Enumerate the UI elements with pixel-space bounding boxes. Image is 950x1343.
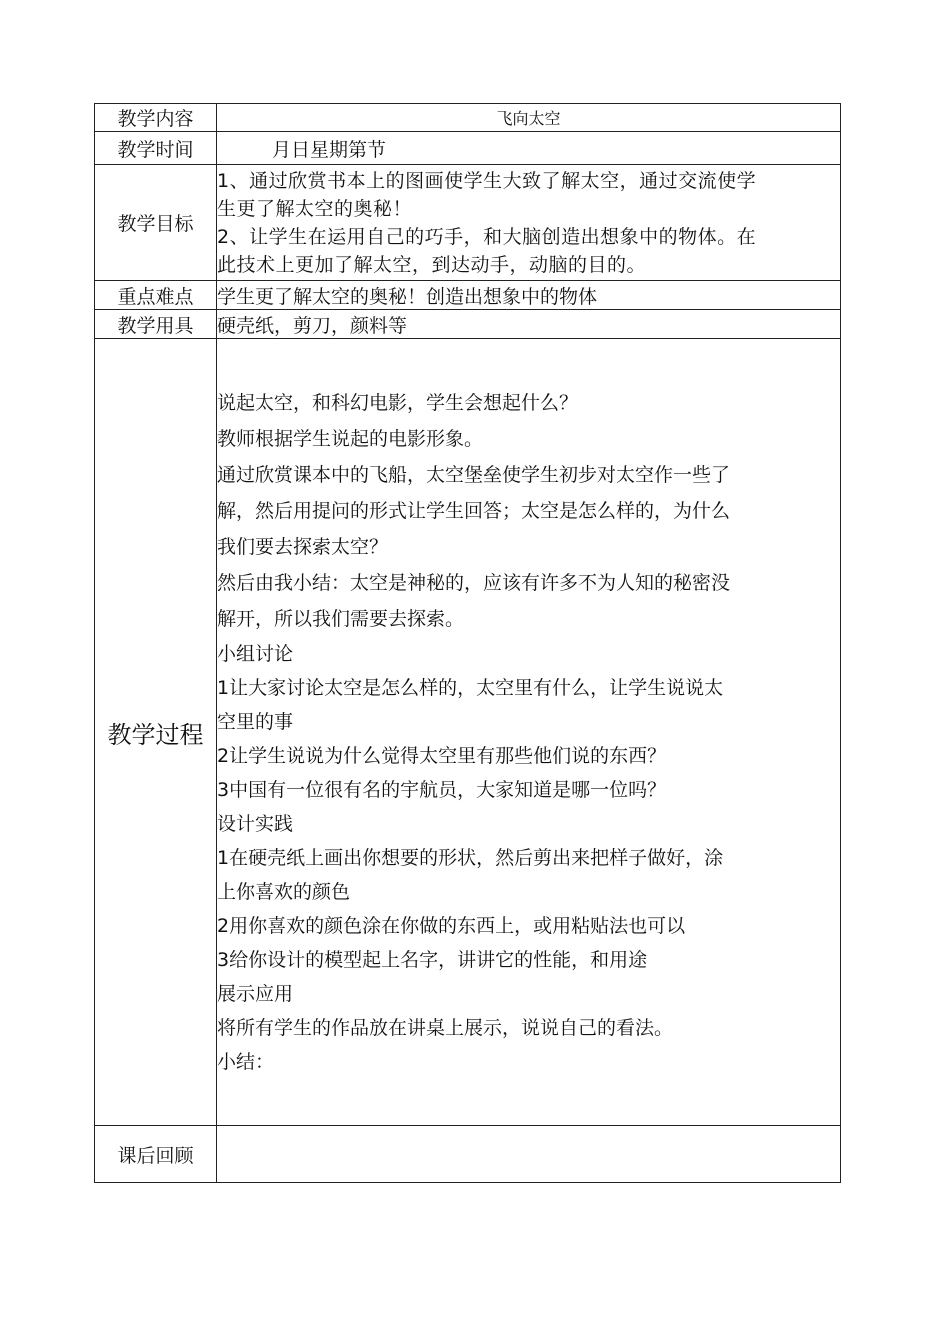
value-content: 飞向太空	[217, 104, 841, 132]
row-process	[95, 339, 841, 1126]
label-process: 教学过程	[95, 339, 217, 1126]
objective-line: 此技术上更加了解太空，到达动手，动脑的目的。	[217, 253, 647, 276]
process-line: 3中国有一位很有名的宇航员，大家知道是哪一位吗？	[217, 779, 667, 801]
value-time	[217, 132, 841, 165]
label-key-points: 重点难点	[95, 281, 217, 310]
objective-line: 生更了解太空的奥秘！	[217, 197, 413, 220]
lesson-plan-table	[94, 103, 841, 1183]
process-line: 说起太空，和科幻电影，学生会想起什么？	[217, 392, 579, 414]
process-line: 设计实践	[217, 813, 294, 835]
process-line: 解，然后用提问的形式让学生回答；太空是怎么样的，为什么	[217, 500, 731, 522]
process-line: 3给你设计的模型起上名字，讲讲它的性能，和用途	[217, 949, 648, 971]
label-tools: 教学用具	[95, 310, 217, 339]
process-line: 通过欣赏课本中的飞船，太空堡垒使学生初步对太空作一些了	[217, 464, 731, 486]
process-line: 然后由我小结：太空是神秘的，应该有许多不为人知的秘密没	[217, 572, 731, 594]
objective-line: 2、让学生在运用自己的巧手，和大脑创造出想象中的物体。在	[217, 225, 757, 248]
value-process	[217, 339, 841, 1126]
process-line: 我们要去探索太空？	[217, 536, 389, 558]
process-line: 空里的事	[217, 711, 294, 733]
row-review	[95, 1126, 841, 1183]
process-line: 小组讨论	[217, 643, 294, 665]
process-line: 教师根据学生说起的电影形象。	[217, 428, 484, 450]
process-line: 上你喜欢的颜色	[217, 881, 351, 903]
objective-line: 1、通过欣赏书本上的图画使学生大致了解太空，通过交流使学	[217, 169, 757, 192]
row-key-points	[95, 281, 841, 310]
row-objectives	[95, 165, 841, 281]
process-line: 2让学生说说为什么觉得太空里有那些他们说的东西？	[217, 745, 667, 767]
value-review	[217, 1126, 841, 1183]
process-line: 解开，所以我们需要去探索。	[217, 608, 465, 630]
label-objectives: 教学目标	[95, 165, 217, 281]
row-time	[95, 132, 841, 165]
process-line: 1在硬壳纸上画出你想要的形状，然后剪出来把样子做好，涂	[217, 847, 724, 869]
time-text: 月日星期第节	[272, 138, 387, 161]
value-objectives	[217, 165, 841, 281]
label-content: 教学内容	[95, 104, 217, 132]
label-review: 课后回顾	[95, 1126, 217, 1183]
process-line: 2用你喜欢的颜色涂在你做的东西上，或用粘贴法也可以	[217, 915, 686, 937]
row-tools	[95, 310, 841, 339]
process-line: 小结：	[217, 1051, 275, 1073]
process-line: 1让大家讨论太空是怎么样的，太空里有什么，让学生说说太	[217, 677, 724, 699]
label-time: 教学时间	[95, 132, 217, 165]
process-line: 将所有学生的作品放在讲桌上展示，说说自己的看法。	[217, 1017, 674, 1039]
value-tools: 硬壳纸，剪刀，颜料等	[217, 310, 841, 339]
process-line: 展示应用	[217, 983, 294, 1005]
row-content	[95, 104, 841, 132]
value-key-points: 学生更了解太空的奥秘！创造出想象中的物体	[217, 281, 841, 310]
